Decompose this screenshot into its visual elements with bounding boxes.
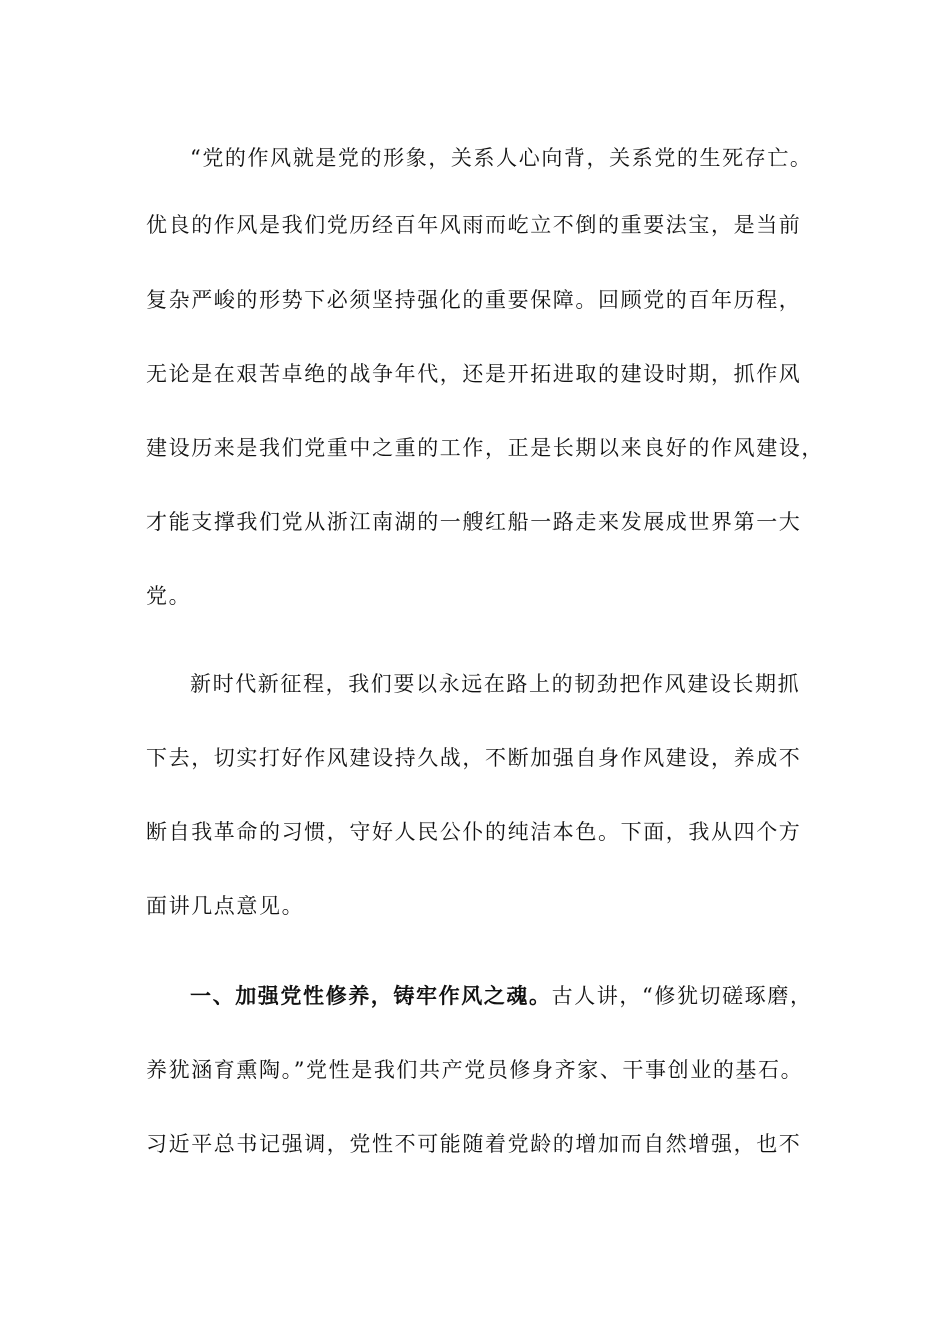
paragraph-2-line-1: 新时代新征程，我们要以永远在路上的韧劲把作风建设长期抓 xyxy=(190,672,801,696)
paragraph-1-line-2: 优良的作风是我们党历经百年风雨而屹立不倒的重要法宝，是当前 xyxy=(146,213,802,237)
paragraph-3-line-1 xyxy=(190,981,870,1011)
paragraph-1-line-7: 党。 xyxy=(146,584,192,608)
paragraph-2-line-4: 面讲几点意见。 xyxy=(146,894,305,918)
paragraph-1-line-6: 才能支撑我们党从浙江南湖的一艘红船一路走来发展成世界第一大 xyxy=(146,510,802,534)
paragraph-1-line-3: 复杂严峻的形势下必须坚持强化的重要保障。回顾党的百年历程， xyxy=(146,288,802,312)
paragraph-3-line-1-text: 古人讲，“修犹切磋琢磨， xyxy=(551,984,813,1008)
paragraph-1-line-4: 无论是在艰苦卓绝的战争年代，还是开拓进取的建设时期，抓作风 xyxy=(146,362,802,386)
paragraph-3-line-3: 习近平总书记强调，党性不可能随着党龄的增加而自然增强，也不 xyxy=(146,1132,802,1156)
paragraph-1-line-1: “党的作风就是党的形象，关系人心向背，关系党的生死存亡。 xyxy=(190,146,813,170)
paragraph-2-line-2: 下去，切实打好作风建设持久战，不断加强自身作风建设，养成不 xyxy=(146,746,802,770)
paragraph-2-line-3: 断自我革命的习惯，守好人民公仆的纯洁本色。下面，我从四个方 xyxy=(146,820,802,844)
paragraph-3-line-2: 养犹涵育熏陶。”党性是我们共产党员修身齐家、干事创业的基石。 xyxy=(146,1058,804,1082)
section-heading: 一、加强党性修养，铸牢作风之魂。 xyxy=(190,983,552,1008)
paragraph-1-line-5: 建设历来是我们党重中之重的工作，正是长期以来良好的作风建设， xyxy=(146,436,824,460)
